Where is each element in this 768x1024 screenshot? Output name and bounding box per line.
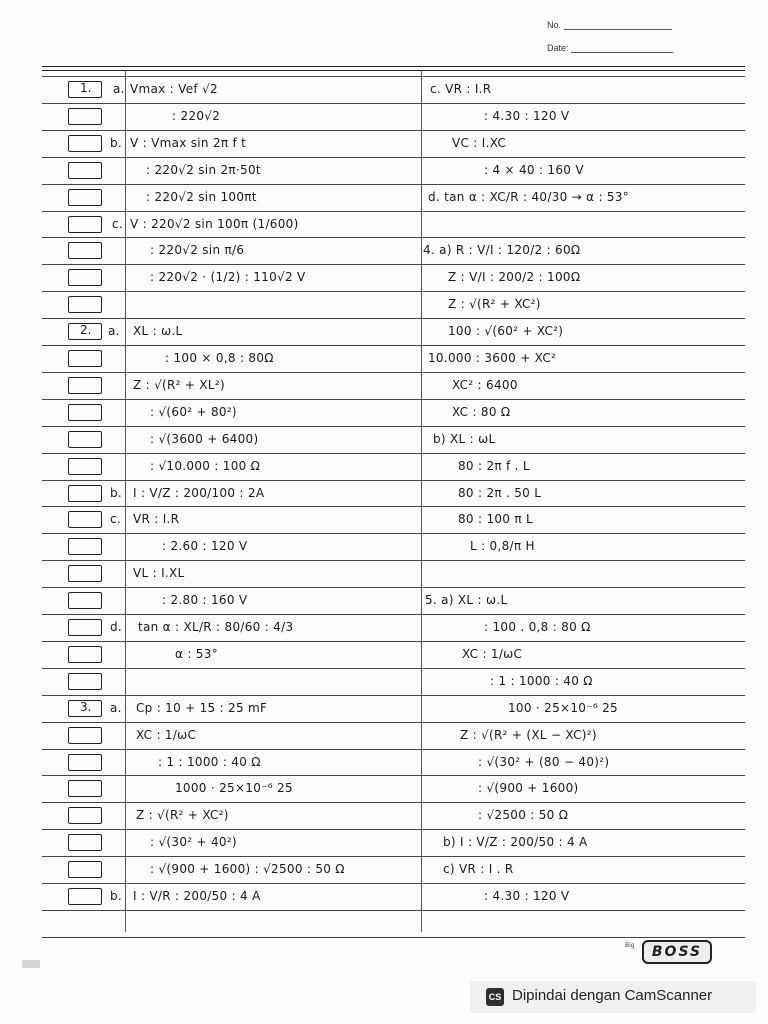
right-column-line: 100 : √(60² + XC²) (448, 324, 564, 338)
ruled-line (42, 641, 745, 642)
left-column-line: tan α : XL/R : 80/60 : 4/3 (138, 620, 294, 634)
right-column-line: : 4.30 : 120 V (484, 889, 570, 903)
ruled-line (42, 453, 745, 454)
left-column-line: : 220√2 sin 100πt (146, 190, 257, 204)
left-column-line: : 2.80 : 160 V (162, 593, 248, 607)
left-column-line: d. (110, 620, 123, 634)
logo-prefix: Big (625, 942, 635, 949)
row-checkbox (68, 431, 102, 448)
number-line (564, 20, 672, 30)
left-column-line: c. (110, 512, 122, 526)
camscanner-icon: CS (486, 988, 504, 1006)
row-checkbox (68, 538, 102, 555)
question-number: 3. (80, 700, 92, 714)
ruled-line (42, 211, 745, 212)
right-column-line: : √(900 + 1600) (478, 781, 579, 795)
number-field (547, 20, 672, 30)
right-column-line: XC : 1/ωC (462, 647, 523, 661)
row-checkbox (68, 861, 102, 878)
ruled-line (42, 345, 745, 346)
left-column-line: 1000 · 25×10⁻⁶ 25 (175, 781, 293, 795)
row-checkbox (68, 296, 102, 313)
ruled-line (42, 910, 745, 911)
ruled-line (42, 237, 745, 238)
ruled-line (42, 291, 745, 292)
row-checkbox (68, 780, 102, 797)
right-column-line: Z : √(R² + (XL − XC)²) (460, 728, 597, 742)
row-checkbox (68, 727, 102, 744)
ruled-line (42, 668, 745, 669)
row-checkbox (68, 216, 102, 233)
row-checkbox (68, 108, 102, 125)
left-column-line: : 100 × 0,8 : 80Ω (165, 351, 274, 365)
ruled-line (42, 76, 745, 77)
ruled-line (42, 318, 745, 319)
left-column-line: XL : ω.L (133, 324, 183, 338)
row-checkbox (68, 807, 102, 824)
ruled-line (42, 937, 745, 938)
right-column-line: : 100 . 0,8 : 80 Ω (484, 620, 591, 634)
ruled-line (42, 856, 745, 857)
right-column-line: 80 : 2π . 50 L (458, 486, 542, 500)
left-column-line: I : V/R : 200/50 : 4 A (133, 889, 261, 903)
ruled-line (42, 749, 745, 750)
ruled-line (42, 480, 745, 481)
number-label: No. (547, 20, 562, 30)
left-column-line: : 220√2 · (1/2) : 110√2 V (150, 270, 306, 284)
question-number: 2. (80, 323, 92, 337)
ruled-line (42, 184, 745, 185)
right-column-line: 5. a) XL : ω.L (425, 593, 508, 607)
right-column-line: VC : I.XC (452, 136, 507, 150)
left-column-line: a. (108, 324, 120, 338)
row-checkbox (68, 162, 102, 179)
top-rule (42, 66, 745, 67)
ruled-line (42, 560, 745, 561)
ruled-line (42, 103, 745, 104)
right-column-line: : 1 : 1000 : 40 Ω (490, 674, 593, 688)
top-rule-2 (42, 70, 745, 71)
right-column-line: 80 : 2π f . L (458, 459, 530, 473)
row-checkbox (68, 404, 102, 421)
row-checkbox (68, 834, 102, 851)
left-column-line: I : V/Z : 200/100 : 2A (133, 486, 265, 500)
ruled-line (42, 157, 745, 158)
right-column-line: c) VR : I . R (443, 862, 514, 876)
left-column-line: : √(30² + 40²) (150, 835, 237, 849)
row-checkbox (68, 888, 102, 905)
row-checkbox (68, 377, 102, 394)
camscanner-text: Dipindai dengan CamScanner (512, 987, 713, 1004)
right-column-line: XC² : 6400 (452, 378, 518, 392)
row-checkbox (68, 592, 102, 609)
right-column-line: d. tan α : XC/R : 40/30 → α : 53° (428, 190, 630, 204)
right-column-line: b) XL : ωL (433, 432, 496, 446)
left-column-line: : 2.60 : 120 V (162, 539, 248, 553)
row-checkbox (68, 673, 102, 690)
ruled-line (42, 775, 745, 776)
row-checkbox (68, 485, 102, 502)
right-column-line: L : 0,8/π H (470, 539, 535, 553)
scan-artifact (22, 960, 40, 968)
right-column-line: b) I : V/Z : 200/50 : 4 A (443, 835, 588, 849)
row-checkbox (68, 458, 102, 475)
row-checkbox (68, 754, 102, 771)
right-column-line: 80 : 100 π L (458, 512, 533, 526)
row-checkbox (68, 242, 102, 259)
left-column-line: c. (112, 217, 124, 231)
left-column-line: : 220√2 sin π/6 (150, 243, 245, 257)
left-column-line: : √10.000 : 100 Ω (150, 459, 261, 473)
ruled-line (42, 506, 745, 507)
right-column-line: : 4 × 40 : 160 V (484, 163, 584, 177)
ruled-line (42, 695, 745, 696)
ruled-line (42, 829, 745, 830)
left-column-line: b. (110, 889, 123, 903)
left-column-line: : 1 : 1000 : 40 Ω (158, 755, 261, 769)
ruled-line (42, 587, 745, 588)
ruled-line (42, 722, 745, 723)
left-column-line: V : 220√2 sin 100π (1/600) (130, 217, 299, 231)
row-checkbox (68, 565, 102, 582)
date-line (571, 43, 673, 53)
left-column-line: VR : I.R (133, 512, 180, 526)
left-column-line: Z : √(R² + XL²) (133, 378, 225, 392)
margin-divider (125, 70, 126, 932)
right-column-line: : 4.30 : 120 V (484, 109, 570, 123)
ruled-line (42, 372, 745, 373)
left-column-line: b. (110, 486, 123, 500)
left-column-line: : √(60² + 80²) (150, 405, 237, 419)
center-divider (421, 70, 422, 932)
boss-logo: BOSS (642, 940, 712, 964)
right-column-line: Z : V/I : 200/2 : 100Ω (448, 270, 581, 284)
left-column-line: α : 53° (175, 647, 218, 661)
left-column-line: : 220√2 (172, 109, 221, 123)
right-column-line: XC : 80 Ω (452, 405, 511, 419)
left-column-line: XC : 1/ωC (136, 728, 197, 742)
left-column-line: Z : √(R² + XC²) (136, 808, 229, 822)
row-checkbox (68, 135, 102, 152)
right-column-line: : √2500 : 50 Ω (478, 808, 569, 822)
right-column-line: 4. a) R : V/I : 120/2 : 60Ω (423, 243, 581, 257)
row-checkbox (68, 511, 102, 528)
left-column-line: b. (110, 136, 123, 150)
right-column-line: : √(30² + (80 − 40)²) (478, 755, 610, 769)
date-label: Date: (547, 43, 569, 53)
left-column-line: Cp : 10 + 15 : 25 mF (136, 701, 268, 715)
date-field (547, 43, 673, 53)
question-number: 1. (80, 81, 92, 95)
row-checkbox (68, 350, 102, 367)
row-checkbox (68, 619, 102, 636)
right-column-line: 10.000 : 3600 + XC² (428, 351, 557, 365)
row-checkbox (68, 646, 102, 663)
left-column-line: : 220√2 sin 2π·50t (146, 163, 261, 177)
left-column-line: : √(3600 + 6400) (150, 432, 259, 446)
ruled-line (42, 426, 745, 427)
ruled-line (42, 264, 745, 265)
row-checkbox (68, 269, 102, 286)
right-column-line: c. VR : I.R (430, 82, 492, 96)
left-column-line: VL : I.XL (133, 566, 185, 580)
right-column-line: Z : √(R² + XC²) (448, 297, 541, 311)
ruled-line (42, 883, 745, 884)
ruled-line (42, 533, 745, 534)
row-checkbox (68, 189, 102, 206)
ruled-line (42, 399, 745, 400)
ruled-line (42, 130, 745, 131)
left-column-line: Vmax : Vef √2 (130, 82, 218, 96)
left-column-line: a. (110, 701, 122, 715)
right-column-line: 100 · 25×10⁻⁶ 25 (508, 701, 618, 715)
left-column-line: : √(900 + 1600) : √2500 : 50 Ω (150, 862, 345, 876)
left-column-line: V : Vmax sin 2π f t (130, 136, 247, 150)
ruled-line (42, 802, 745, 803)
ruled-line (42, 614, 745, 615)
left-column-line: a. (113, 82, 125, 96)
